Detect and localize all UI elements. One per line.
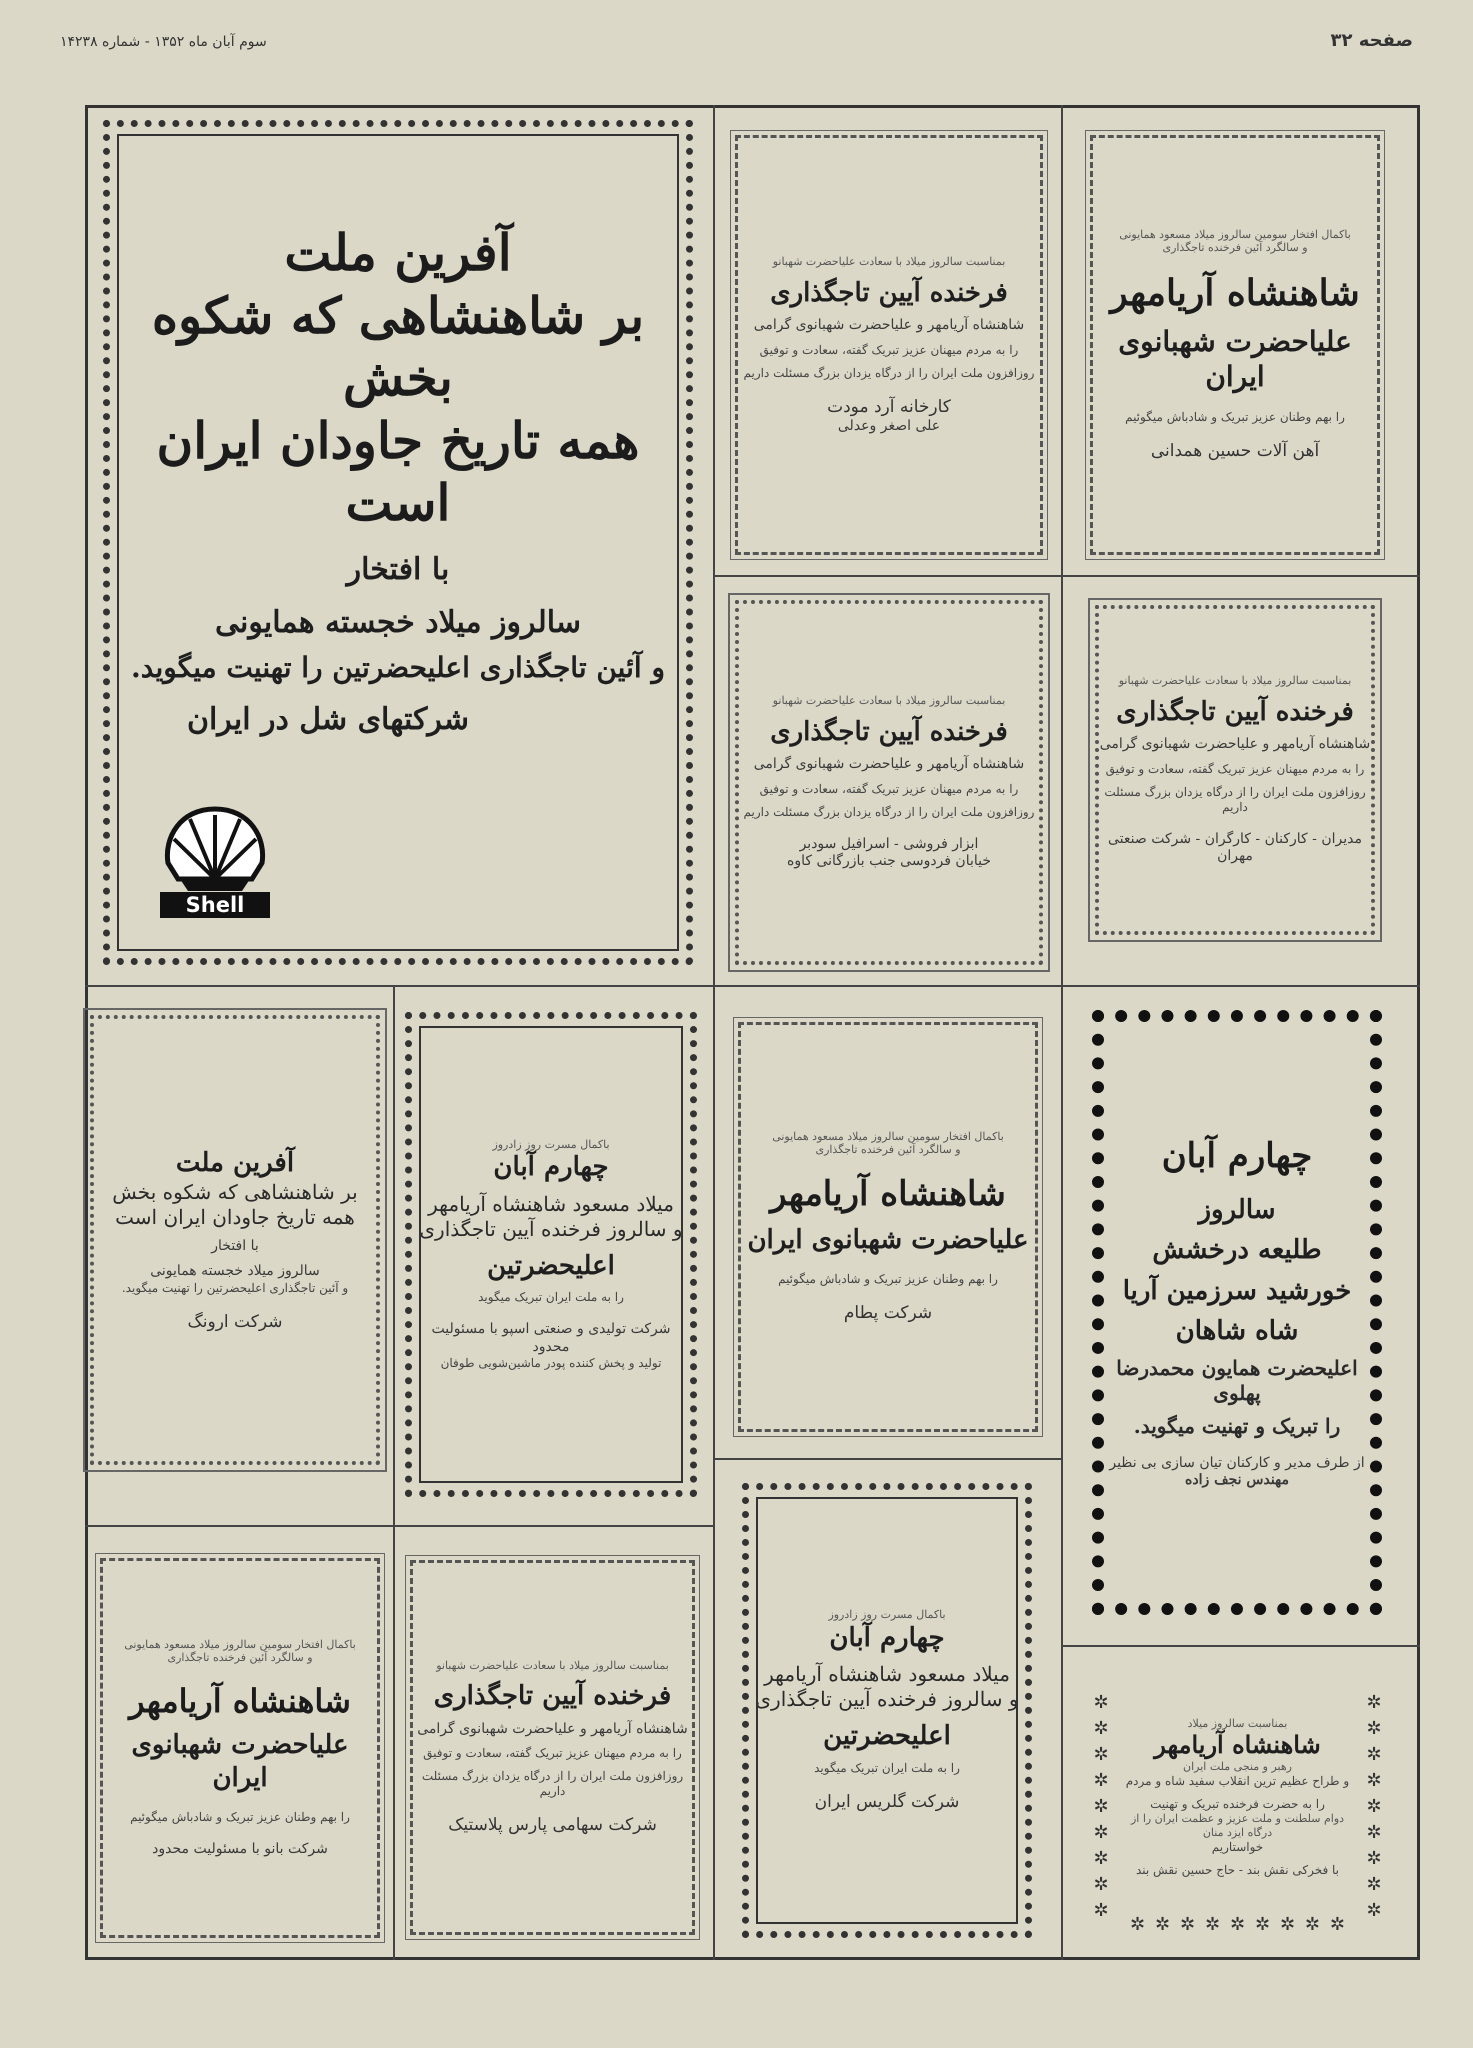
signature: آهن آلات حسین همدانی	[1150, 441, 1320, 462]
text-line: شاهنشاه آریامهر و علیاحضرت شهبانوی گرامی	[753, 756, 1025, 773]
headline: شاهنشاه آریامهر	[129, 1682, 351, 1720]
text-line: را به ملت ایران تبریک میگوید	[814, 1760, 960, 1775]
headline: علیاحضرت شهبانوی ایران	[747, 1224, 1029, 1255]
ad-glass-iran	[742, 1483, 1032, 1938]
signature: مدیران - کارکنان - کارگران - شرکت صنعتی مهران	[1108, 830, 1362, 865]
ad-flour-factory	[735, 135, 1043, 555]
headline: آفرین ملت	[175, 1148, 295, 1179]
signature: کارخانه آرد مودت	[827, 396, 951, 417]
headline: شاهنشاه آریامهر	[1110, 272, 1360, 315]
text-line: را تبریک و تهنیت میگوید.	[1133, 1413, 1341, 1438]
text-line: با افتخار	[346, 551, 450, 587]
headline: شاهنشاه آریامهر	[770, 1174, 1006, 1215]
text-line: باکمال افتخار سومین سالروز میلاد مسعود همایونی	[1119, 227, 1351, 241]
headline: اعلیحضرتین	[823, 1721, 951, 1752]
divider	[1061, 1645, 1420, 1647]
text-line: شاه شاهان	[1175, 1316, 1299, 1347]
text-line: باکمال مسرت روز زادروز	[492, 1137, 610, 1151]
text-line: باکمال مسرت روز زادروز	[828, 1608, 946, 1621]
signature: با فخرکی نقش بند - حاج حسین نقش بند	[1135, 1862, 1340, 1877]
headline: آفرین ملت	[284, 223, 512, 282]
divider	[85, 985, 1420, 987]
text-line: بمناسبت سالروز میلاد با سعادت علیاحضرت شهبانو	[772, 254, 1006, 268]
text-line: را به حضرت فرخنده تبریک و تهنیت	[1150, 1797, 1325, 1811]
text-line: باکمال افتخار سومین سالروز میلاد مسعود همایونی	[124, 1637, 356, 1651]
signature: شرکت سهامی پارس پلاستیک	[448, 1815, 657, 1836]
ad-petam	[738, 1022, 1038, 1432]
divider	[1061, 575, 1420, 577]
text-line: را به مردم میهنان عزیز تبریک گفته، سعادت و توفیق	[759, 342, 1019, 357]
text-line: سالروز میلاد خجسته همایونی	[215, 605, 581, 640]
text-line: روزافزون ملت ایران را از درگاه یزدان بزرگ مسئلت داریم	[421, 1769, 684, 1799]
headline: فرخنده آیین تاجگذاری	[433, 1681, 672, 1712]
text-line: را بهم وطنان عزیز تبریک و شادباش میگوئیم	[1125, 410, 1345, 425]
signature: خیابان فردوسی جنب بازرگانی کاوه	[786, 853, 992, 870]
text-line: شاهنشاه آریامهر و علیاحضرت شهبانوی گرامی	[1099, 736, 1371, 753]
headline: همه تاریخ جاودان ایران است	[156, 410, 640, 532]
signature: علی اصغر وعدلی	[837, 417, 941, 434]
ad-orang	[90, 1015, 380, 1465]
headline: اعلیحضرتین	[487, 1250, 615, 1281]
text-line: و سالگرد آئین فرخنده تاجگذاری	[1162, 241, 1308, 255]
text-line: رهبر و منجی ملت ایران	[1183, 1760, 1292, 1774]
text-line: میلاد مسعود شاهنشاه آریامهر	[764, 1662, 1010, 1687]
text-line: را بهم وطنان عزیز تبریک و شادباش میگوئیم	[130, 1810, 350, 1824]
text-line: سالروز میلاد خجسته همایونی	[150, 1263, 320, 1280]
ad-naghsh-band	[1090, 1672, 1385, 1942]
signature: ابزار فروشی - اسرافیل سودبر	[799, 835, 979, 852]
text-line: دوام سلطنت و ملت عزیز و عظمت ایران را از درگاه ایزد منان	[1130, 1812, 1345, 1839]
text-line: شاهنشاه آریامهر و علیاحضرت شهبانوی گرامی	[753, 317, 1025, 333]
text-line: باکمال افتخار سومین سالروز میلاد مسعود همایونی	[772, 1129, 1004, 1143]
text-line: خواستاریم	[1211, 1839, 1264, 1854]
ad-tiyan	[1092, 1010, 1382, 1615]
text-line: بمناسبت سالروز میلاد	[1187, 1716, 1288, 1730]
text-line: بمناسبت سالروز میلاد با سعادت علیاحضرت شهبانو	[772, 694, 1006, 708]
text-line: را به مردم میهنان عزیز تبریک گفته، سعادت و توفیق	[1105, 761, 1365, 776]
text-line: روزافزون ملت ایران را از درگاه یزدان بزرگ مسئلت داریم	[743, 804, 1035, 819]
divider	[713, 1458, 1063, 1460]
text-line: را به مردم میهنان عزیز تبریک گفته، سعادت و توفیق	[759, 781, 1019, 796]
signature: تولید و پخش کننده پودر ماشین‌شویی طوفان	[440, 1356, 662, 1371]
signature: شرکت بانو با مسئولیت محدود	[152, 1841, 328, 1857]
ad-mehran	[1095, 605, 1375, 935]
text-line: سالروز	[1198, 1194, 1276, 1225]
ad-toufan	[405, 1012, 697, 1497]
text-line: خورشید سرزمین آریا	[1122, 1275, 1352, 1306]
headline: شاهنشاه آریامهر	[1154, 1730, 1321, 1760]
text-line: و سالگرد آئین فرخنده تاجگذاری	[167, 1651, 313, 1665]
signature: شرکت گلریس ایران	[814, 1791, 960, 1812]
star-border-icon: ✲ ✲ ✲ ✲ ✲ ✲ ✲ ✲ ✲	[1366, 1692, 1382, 1921]
headline: علیاحضرت شهبانوی ایران	[131, 1730, 349, 1793]
signature: مهندس نجف زاده	[1185, 1472, 1290, 1489]
shell-logo	[160, 803, 270, 918]
text-line: همه تاریخ جاودان ایران است	[115, 1204, 355, 1229]
text-line: و آئین تاجگذاری اعلیحضرتین را تهنیت میگوید.	[131, 650, 665, 684]
page-header	[60, 28, 1413, 58]
signature: شرکت پطام	[843, 1303, 933, 1324]
text-line: و آئین تاجگذاری اعلیحضرتین را تهنیت میگوید.	[121, 1280, 349, 1295]
headline: چهارم آبان	[493, 1152, 609, 1183]
star-border-icon: ✲ ✲ ✲ ✲ ✲ ✲ ✲ ✲ ✲	[1130, 1913, 1345, 1935]
text-line: بمناسبت سالروز میلاد با سعادت علیاحضرت شهبانو	[436, 1658, 669, 1672]
text-line: شاهنشاه آریامهر و علیاحضرت شهبانوی گرامی	[417, 1720, 688, 1737]
divider	[1061, 105, 1063, 1960]
text-line: روزافزون ملت ایران را از درگاه یزدان بزرگ مسئلت داریم	[1104, 784, 1366, 814]
headline: چهارم آبان	[1161, 1136, 1313, 1177]
signature: از طرف مدیر و کارکنان تیان سازی بی نظیر	[1109, 1454, 1365, 1471]
text-line: را به مردم میهنان عزیز تبریک گفته، سعادت و توفیق	[423, 1746, 682, 1761]
ad-pars-plastic	[410, 1560, 695, 1935]
signature: شرکت ارونگ	[187, 1311, 283, 1332]
text-line: بر شاهنشاهی که شکوه بخش	[112, 1179, 358, 1204]
text-line: و سالروز فرخنده آیین تاجگذاری	[419, 1216, 683, 1241]
headline: علیاحضرت شهبانوی ایران	[1118, 325, 1352, 394]
text-line: و طراح عظیم ترین انقلاب سفید شاه و مردم	[1125, 1774, 1350, 1788]
ad-hardware-store	[735, 600, 1043, 965]
ad-panoo	[100, 1558, 380, 1938]
text-line: با افتخار	[211, 1237, 259, 1254]
text-line: را بهم وطنان عزیز تبریک و شادباش میگوئیم	[778, 1272, 998, 1287]
signature: شرکتهای شل در ایران	[186, 701, 470, 737]
headline: فرخنده آیین تاجگذاری	[1116, 696, 1354, 727]
ad-hamedani	[1090, 135, 1380, 555]
text-line: میلاد مسعود شاهنشاه آریامهر	[428, 1191, 674, 1216]
divider	[713, 105, 715, 985]
divider	[713, 985, 715, 1960]
text-line: طلیعه درخشش	[1152, 1235, 1322, 1266]
headline: فرخنده آیین تاجگذاری	[770, 716, 1008, 747]
text-line: اعلیحضرت همایون محمدرضا پهلوی	[1116, 1355, 1358, 1405]
issue-date: سوم آبان ماه ۱۳۵۲ - شماره ۱۴۲۳۸	[60, 34, 267, 50]
logo-text: Shell	[160, 892, 270, 918]
page-number: صفحه ۳۲	[1330, 30, 1413, 51]
divider	[713, 575, 1063, 577]
ad-shell	[103, 120, 693, 965]
text-line: بمناسبت سالروز میلاد با سعادت علیاحضرت شهبانو	[1118, 674, 1352, 688]
divider	[393, 985, 395, 1960]
text-line: و سالگرد آئین فرخنده تاجگذاری	[815, 1143, 961, 1157]
headline: چهارم آبان	[829, 1622, 945, 1653]
divider	[85, 1525, 395, 1527]
headline: فرخنده آیین تاجگذاری	[770, 277, 1008, 308]
signature: شرکت تولیدی و صنعتی اسپو با مسئولیت محدود	[431, 1321, 671, 1355]
divider	[393, 1525, 715, 1527]
star-border-icon: ✲ ✲ ✲ ✲ ✲ ✲ ✲ ✲ ✲	[1093, 1692, 1109, 1921]
text-line: و سالروز فرخنده آیین تاجگذاری	[755, 1687, 1019, 1712]
text-line: را به ملت ایران تبریک میگوید	[478, 1290, 624, 1305]
text-line: روزافزون ملت ایران را از درگاه یزدان بزرگ مسئلت داریم	[743, 365, 1035, 380]
headline: بر شاهنشاهی که شکوه بخش	[151, 285, 645, 407]
shell-pecten-icon	[160, 803, 270, 893]
